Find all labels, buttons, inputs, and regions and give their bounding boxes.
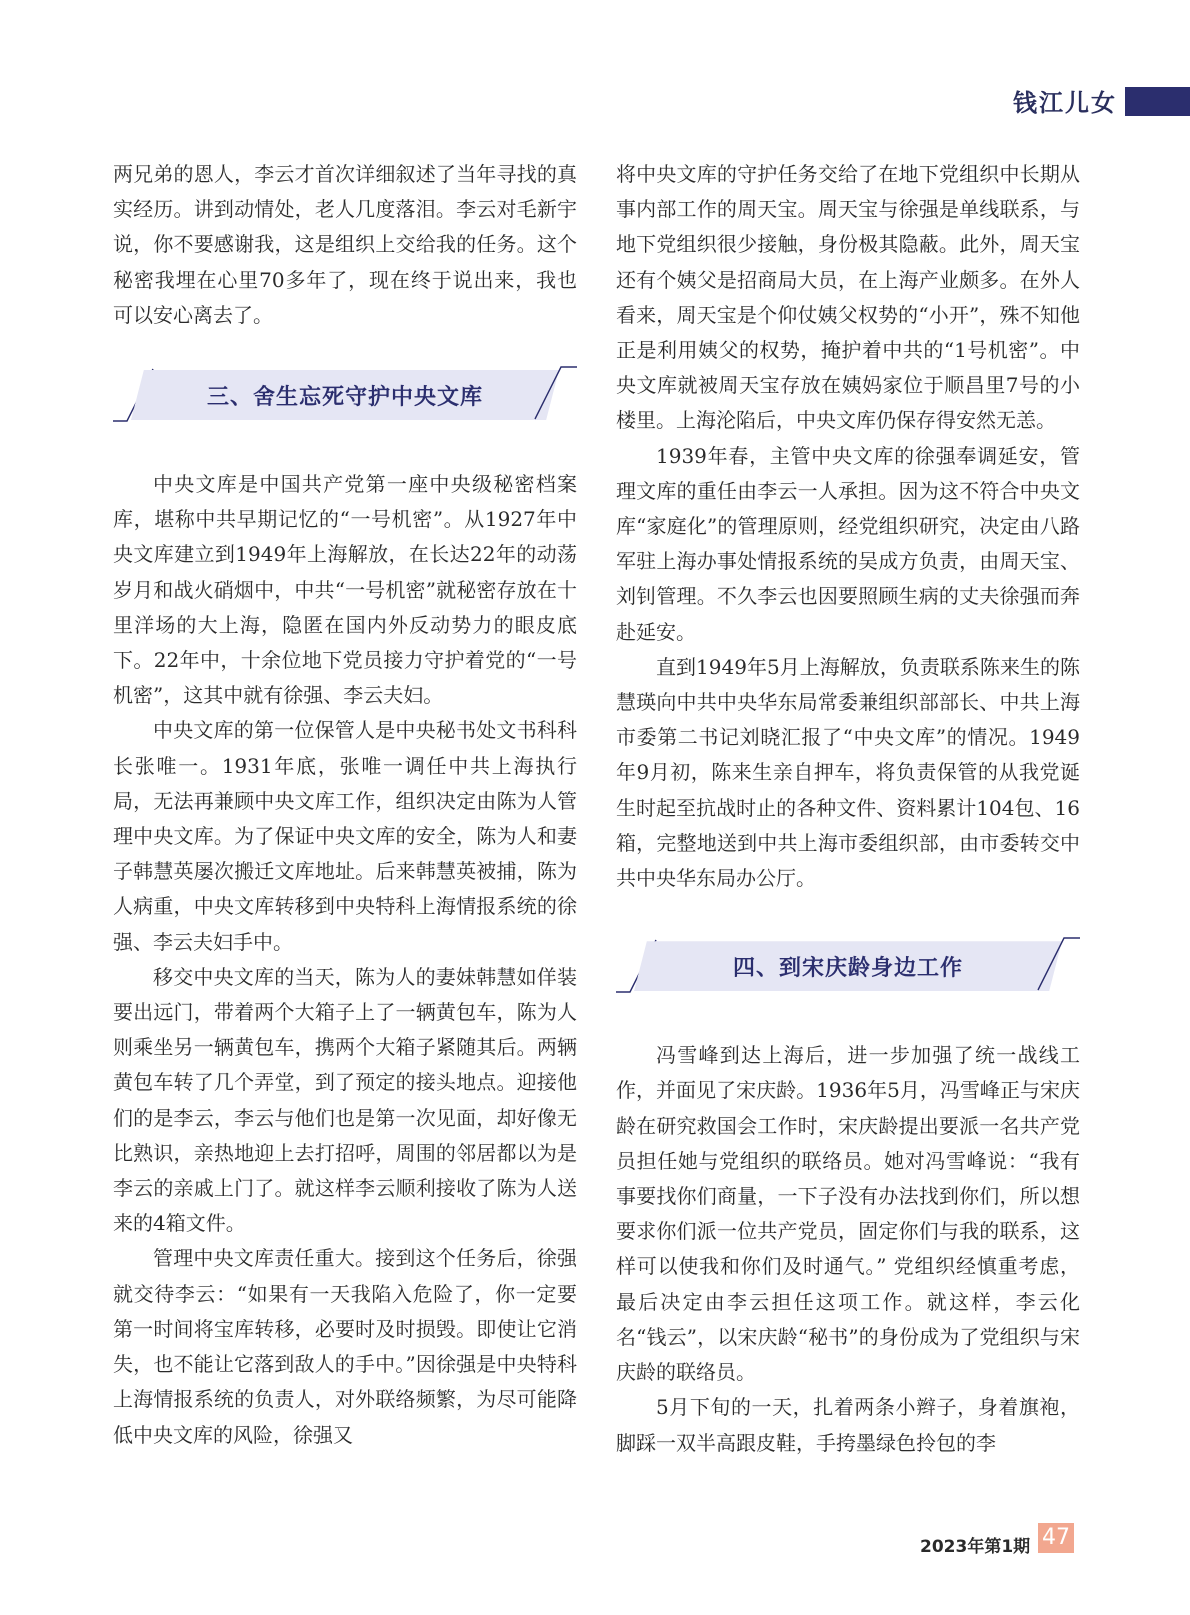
left-column [113, 157, 577, 1453]
section-heading-text: 三、舍生忘死守护中央文库 [206, 385, 483, 411]
paragraph: 两兄弟的恩人，李云才首次详细叙述了当年寻找的真实经历。讲到动情处，老人几度落泪。李云对毛新宇说，你不要感谢我，这是组织上交给我的任务。这个秘密我埋在心里70多年了，现在终于说出来，我也可以安心离去了。 [113, 162, 577, 327]
paragraph: 将中央文库的守护任务交给了在地下党组织中长期从事内部工作的周天宝。周天宝与徐强是单线联系，与地下党组织很少接触，身份极其隐蔽。此外，周天宝还有个姨父是招商局大员，在上海产业颇多。在外人看来，周天宝是个仰仗姨父权势的“小开”，殊不知他正是利用姨父的权势，掩护着中共的“1号机密”。中央文库就被周天宝存放在姨妈家位于顺昌里7号的小楼里。上海沦陷后，中央文库仍保存得安然无恙。 [616, 162, 1080, 433]
paragraph: 管理中央文库责任重大。接到这个任务后，徐强就交待李云：“如果有一天我陷入危险了，你一定要第一时间将宝库转移，必要时及时损毁。即使让它消失，也不能让它落到敌人的手中。”因徐强是中央特科上海情报系统的负责人，对外联络频繁，为尽可能降低中央文库的风险，徐强又 [113, 1246, 577, 1447]
page-number: 47 [1038, 1523, 1074, 1553]
right-column [616, 157, 1080, 1461]
section-heading-text: 四、到宋庆龄身边工作 [732, 956, 963, 982]
page-header-title: 钱江儿女 [1013, 89, 1117, 117]
paragraph: 移交中央文库的当天，陈为人的妻妹韩慧如佯装要出远门，带着两个大箱子上了一辆黄包车，陈为人则乘坐另一辆黄包车，携两个大箱子紧随其后。两辆黄包车转了几个弄堂，到了预定的接头地点。迎接他们的是李云，李云与他们也是第一次见面，却好像无比熟识，亲热地迎上去打招呼，周围的邻居都以为是李云的亲戚上门了。就这样李云顺利接收了陈为人送来的4箱文件。 [113, 964, 577, 1236]
paragraph: 1939年春，主管中央文库的徐强奉调延安，管理文库的重任由李云一人承担。因为这不符合中央文库“家庭化”的管理原则，经党组织研究，决定由八路军驻上海办事处情报系统的吴成方负责，由周天宝、刘钊管理。不久李云也因要照顾生病的丈夫徐强而奔赴延安。 [616, 443, 1080, 644]
issue-label: 2023年第1期 [920, 1537, 1031, 1557]
section-heading-3 [113, 367, 577, 423]
paragraph: 5月下旬的一天，扎着两条小辫子，身着旗袍，脚踩一双半高跟皮鞋，手挎墨绿色拎包的李 [616, 1395, 1080, 1455]
paragraph: 中央文库的第一位保管人是中央秘书处文书科科长张唯一。1931年底，张唯一调任中共上海执行局，无法再兼顾中央文库工作，组织决定由陈为人管理中央文库。为了保证中央文库的安全，陈为人和妻子韩慧英屡次搬迁文库地址。后来韩慧英被捕，陈为人病重，中央文库转移到中央特科上海情报系统的徐强、李云夫妇手中。 [113, 718, 577, 954]
paragraph: 中央文库是中国共产党第一座中央级秘密档案库，堪称中共早期记忆的“一号机密”。从1927年中央文库建立到1949年上海解放，在长达22年的动荡岁月和战火硝烟中，中共“一号机密”就秘密存放在十里洋场的大上海，隐匿在国内外反动势力的眼皮底下。22年中，十余位地下党员接力守护着党的“一号机密”，这其中就有徐强、李云夫妇。 [113, 472, 577, 708]
section-heading-4 [616, 938, 1080, 994]
header-color-bar [1125, 87, 1190, 116]
paragraph: 冯雪峰到达上海后，进一步加强了统一战线工作，并面见了宋庆龄。1936年5月，冯雪峰正与宋庆龄在研究救国会工作时，宋庆龄提出要派一名共产党员担任她与党组织的联络员。她对冯雪峰说：“我有事要找你们商量，一下子没有办法找到你们，所以想要求你们派一位共产党员，固定你们与我的联系，这样可以使我和你们及时通气。” 党组织经慎重考虑，最后决定由李云担任这项工作。就这样，李云化名“钱云”，以宋庆龄“秘书”的身份成为了党组织与宋庆龄的联络员。 [616, 1043, 1080, 1385]
paragraph: 直到1949年5月上海解放，负责联系陈来生的陈慧瑛向中共中央华东局常委兼组织部部长、中共上海市委第二书记刘晓汇报了“中央文库”的情况。1949年9月初，陈来生亲自押车，将负责保管的从我党诞生时起至抗战时止的各种文件、资料累计104包、16箱，完整地送到中共上海市委组织部，由市委转交中共中央华东局办公厅。 [616, 654, 1080, 891]
